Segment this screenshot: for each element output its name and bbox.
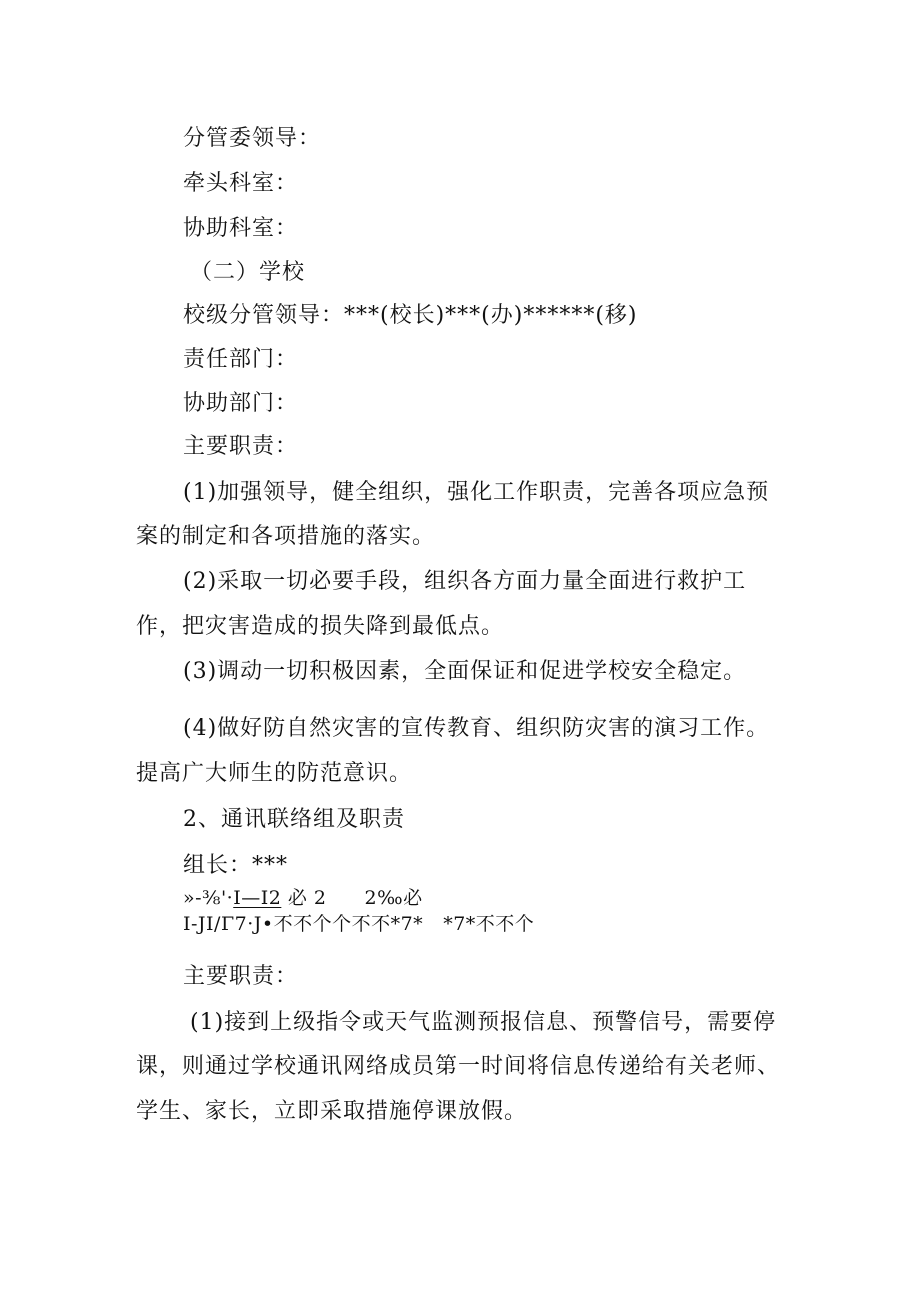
garbled-fragment: *7*不不个: [443, 913, 535, 935]
duty-item-4-cont: 提高广大师生的防范意识。: [136, 761, 413, 786]
duty-item-1: (1)加强领导，健全组织，强化工作职责，完善各项应急预: [183, 480, 770, 505]
line-supervising-leader: 分管委领导：: [183, 126, 322, 151]
duty-item-2-cont: 作，把灾害造成的损失降到最低点。: [136, 614, 505, 639]
comm-duty-item-1-cont: 课，则通过学校通讯网络成员第一时间将信息传递给有关老师、: [136, 1054, 781, 1079]
garbled-fragment: »-⅜'·: [183, 887, 234, 909]
garbled-fragment-underlined: I—I2: [233, 887, 282, 909]
line-group-leader: 组长：***: [183, 853, 289, 878]
duty-item-4: (4)做好防自然灾害的宣传教育、组织防灾害的演习工作。: [183, 716, 770, 741]
comm-duty-item-1: (1)接到上级指令或天气监测预报信息、预警信号，需要停: [190, 1010, 777, 1035]
garbled-fragment: I-JI/Γ7·J•不不个个不不*7*: [183, 913, 424, 935]
section-heading-communication: 2、通讯联络组及职责: [183, 807, 405, 832]
line-responsible-dept: 责任部门：: [183, 347, 299, 372]
line-assist-office: 协助科室：: [183, 216, 299, 241]
garbled-line-1: [183, 884, 423, 912]
garbled-line-2: [183, 910, 534, 938]
line-main-duties-2: 主要职责：: [183, 964, 299, 989]
line-lead-office: 牵头科室：: [183, 171, 299, 196]
line-school-leaders: 校级分管领导：***(校长)***(办)******(移): [183, 303, 638, 328]
garbled-fragment: 必 2: [281, 887, 327, 909]
section-heading-school: （二）学校: [190, 260, 306, 285]
line-assist-dept: 协助部门：: [183, 391, 299, 416]
duty-item-2: (2)采取一切必要手段，组织各方面力量全面进行救护工: [183, 569, 747, 594]
comm-duty-item-1-cont-2: 学生、家长，立即采取措施停课放假。: [136, 1099, 528, 1124]
duty-item-3: (3)调动一切积极因素，全面保证和促进学校安全稳定。: [183, 659, 747, 684]
line-main-duties: 主要职责：: [183, 434, 299, 459]
duty-item-1-cont: 案的制定和各项措施的落实。: [136, 524, 436, 549]
garbled-fragment: 2‰必: [364, 887, 423, 909]
